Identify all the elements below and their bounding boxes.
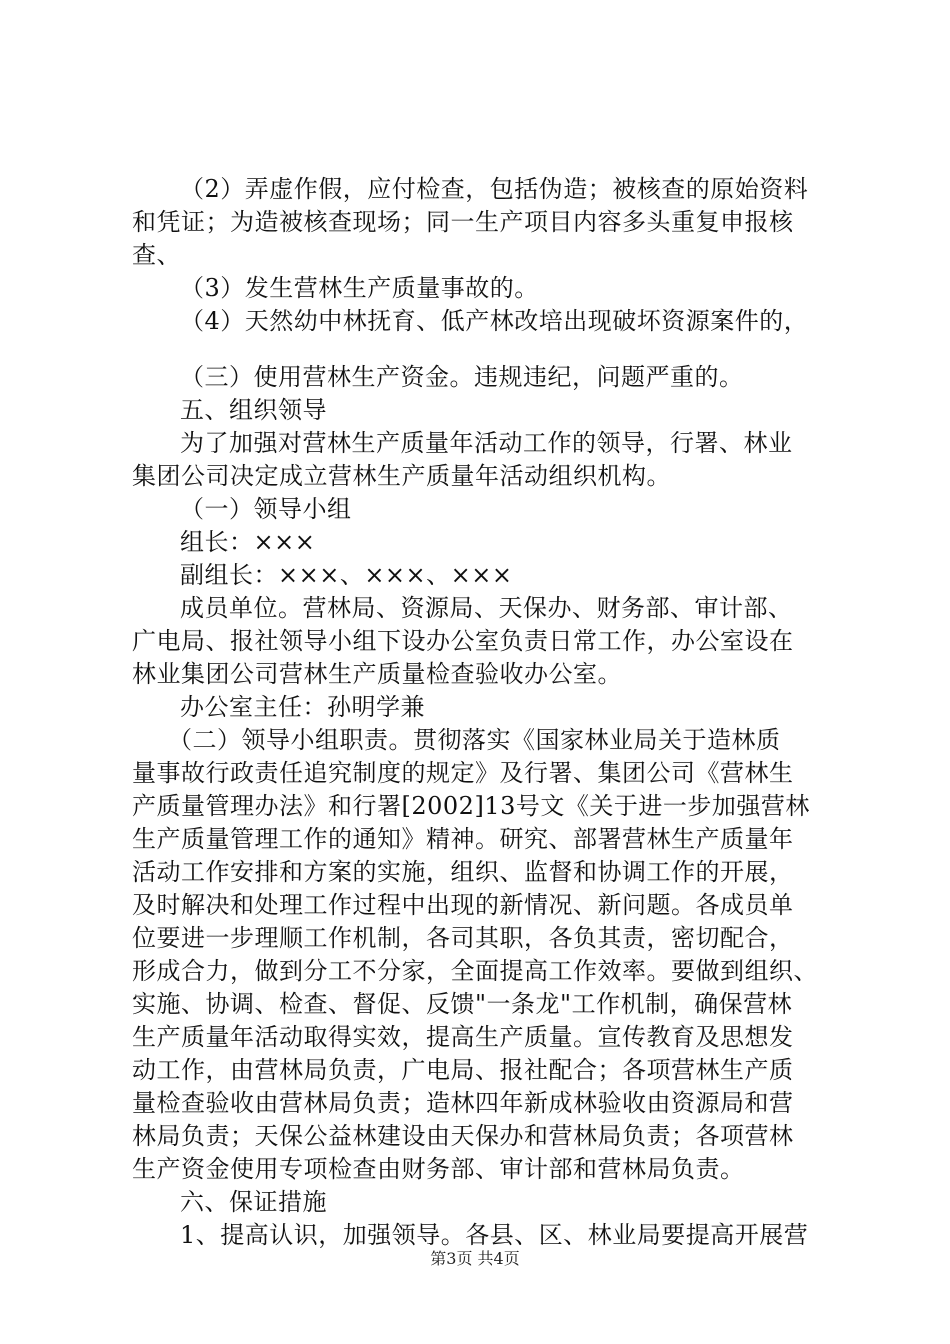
paragraph-line: 办公室主任：孙明学兼 <box>180 693 425 721</box>
paragraph-line: 生产质量管理工作的通知》精神。研究、部署营林生产质量年 <box>132 825 794 853</box>
paragraph-line: 位要进一步理顺工作机制，各司其职，各负其责，密切配合， <box>132 924 794 952</box>
subsection-heading: （一）领导小组 <box>180 495 352 523</box>
paragraph-line: 生产资金使用专项检查由财务部、审计部和营林局负责。 <box>132 1155 745 1183</box>
paragraph-line: 动工作，由营林局负责，广电局、报社配合；各项营林生产质 <box>132 1056 794 1084</box>
document-body <box>132 173 832 1252</box>
paragraph-line: （三）使用营林生产资金。违规违纪，问题严重的。 <box>180 363 744 391</box>
paragraph-line: 林业集团公司营林生产质量检查验收办公室。 <box>132 660 622 688</box>
paragraph-line: 量检查验收由营林局负责；造林四年新成林验收由资源局和营 <box>132 1089 794 1117</box>
paragraph-line: 活动工作安排和方案的实施，组织、监督和协调工作的开展， <box>132 858 794 886</box>
paragraph-line: 产质量管理办法》和行署[2002]13号文《关于进一步加强营林 <box>132 792 810 820</box>
paragraph-line: 为了加强对营林生产质量年活动工作的领导，行署、林业 <box>180 429 793 457</box>
paragraph-line: （3）发生营林生产质量事故的。 <box>180 274 539 302</box>
paragraph-line: 生产质量年活动取得实效，提高生产质量。宣传教育及思想发 <box>132 1023 794 1051</box>
paragraph-line: （4）天然幼中林抚育、低产林改培出现破坏资源案件的， <box>180 307 809 335</box>
section-heading: 五、组织领导 <box>180 396 327 424</box>
paragraph-line: 成员单位。营林局、资源局、天保办、财务部、审计部、 <box>180 594 793 622</box>
section-heading: 六、保证措施 <box>180 1188 327 1216</box>
paragraph-gap <box>132 338 832 361</box>
paragraph-line: 量事故行政责任追究制度的规定》及行署、集团公司《营林生 <box>132 759 794 787</box>
paragraph-line: 林局负责；天保公益林建设由天保办和营林局负责；各项营林 <box>132 1122 794 1150</box>
paragraph-line: 1、提高认识，加强领导。各县、区、林业局要提高开展营 <box>180 1221 809 1249</box>
paragraph-line: 广电局、报社领导小组下设办公室负责日常工作，办公室设在 <box>132 627 794 655</box>
paragraph-line: 查、 <box>132 241 181 269</box>
paragraph-line: 及时解决和处理工作过程中出现的新情况、新问题。各成员单 <box>132 891 794 919</box>
page-number-footer: 第3页 共4页 <box>430 1249 520 1268</box>
paragraph-line: （二）领导小组职责。贯彻落实《国家林业局关于造林质 <box>168 726 781 754</box>
paragraph-line: 集团公司决定成立营林生产质量年活动组织机构。 <box>132 462 671 490</box>
paragraph-line: 形成合力，做到分工不分家，全面提高工作效率。要做到组织、 <box>132 957 818 985</box>
paragraph-line: （2）弄虚作假，应付检查，包括伪造；被核查的原始资料 <box>180 175 809 203</box>
paragraph-line: 和凭证；为造被核查现场；同一生产项目内容多头重复申报核 <box>132 208 794 236</box>
paragraph-line: 实施、协调、检查、督促、反馈"一条龙"工作机制，确保营林 <box>132 990 793 1018</box>
paragraph-line: 组长：××× <box>180 528 316 556</box>
paragraph-line: 副组长：×××、×××、××× <box>180 561 513 589</box>
